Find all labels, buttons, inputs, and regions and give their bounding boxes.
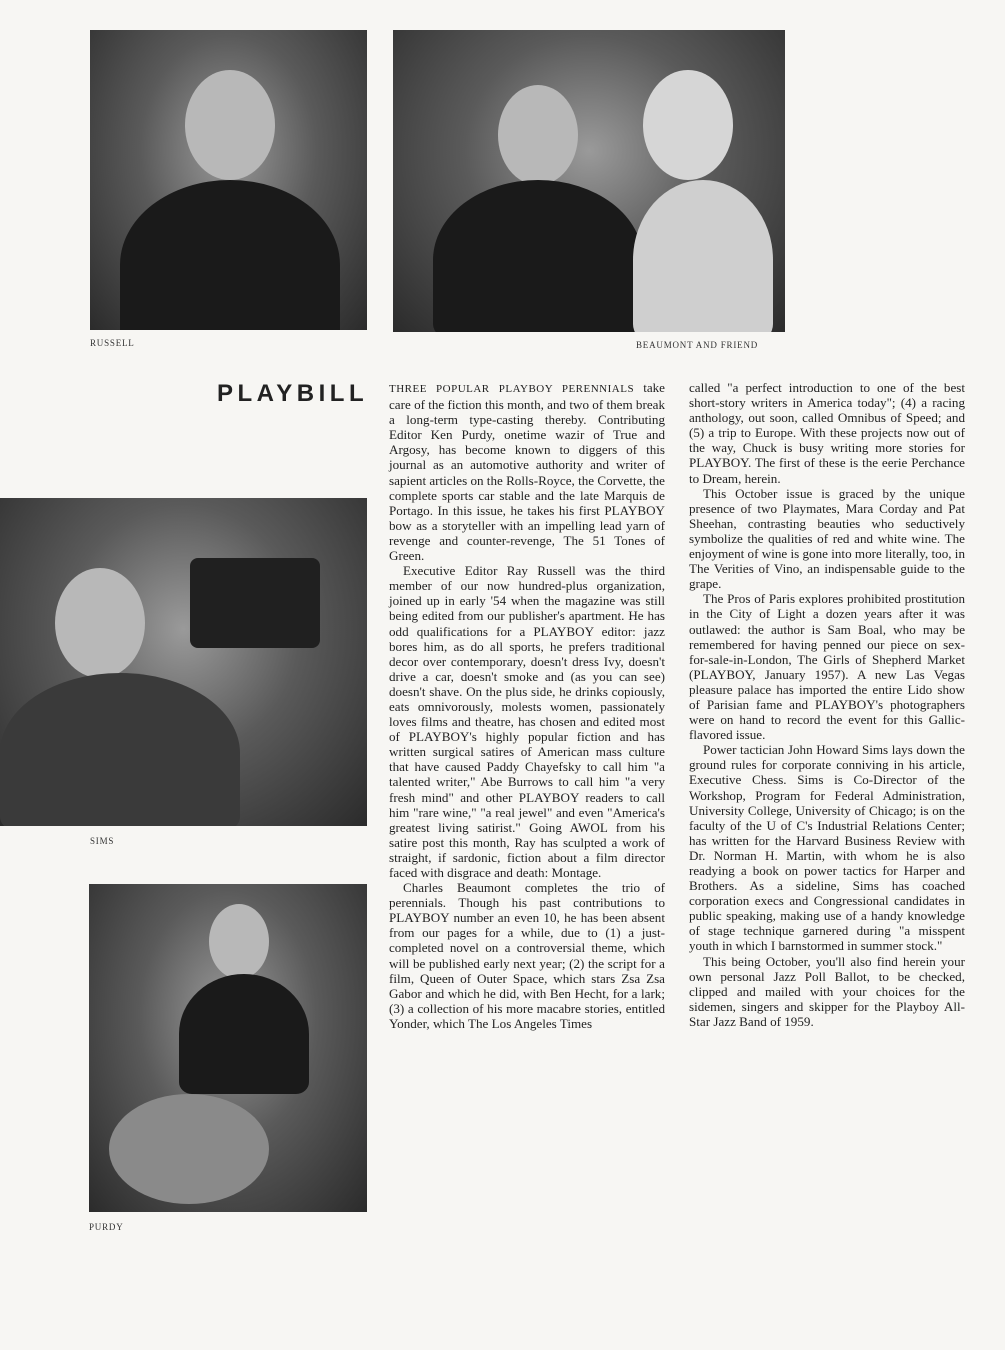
- text-column-1: [389, 380, 665, 1031]
- paragraph: This being October, you'll also find herein your own personal Jazz Poll Ballot, to be checked, clipped and mailed with your choices for the sidemen, singers and skipper for the Playboy All-Star Jazz Band of 1959.: [689, 953, 965, 1029]
- paragraph: [389, 380, 665, 563]
- paragraph: Charles Beaumont completes the trio of perennials. Though his past contributions to PLAYBOY number an even 10, he has been absent from our pages for a while, due to (1) a just-completed novel on a controversial theme, which will be published early next year; (2) the script for a film, Queen of Outer Space, which stars Zsa Zsa Gabor and which he did, with Ben Hecht, for a lark; (3) a collection of his more macabre stories, entitled Yonder, which The Los Angeles Times: [389, 880, 665, 1031]
- paragraph: called "a perfect introduction to one of the best short-story writers in America today"; (4) a racing anthology, out soon, called Omnibus of Speed; and (5) a trip to Europe. With these projects now out of the way, Chuck is busy writing more stories for PLAYBOY. The first of these is the eerie Perchance to Dream, herein.: [689, 380, 965, 486]
- paragraph: Executive Editor Ray Russell was the third member of our now hundred-plus organization, joined up in early '54 when the magazine was still being edited from our publisher's apartment. He has odd qualifications for a PLAYBOY editor: jazz bores him, as do all sports, he prefers traditional decor over contemporary, doesn't dress Ivy, doesn't drive a car, doesn't smoke and (as you can see) doesn't shave. On the plus side, he drinks copiously, eats omnivorously, molests women, passionately loves films and theatre, has chosen and edited most of PLAYBOY's highly popular fiction and has written surgical satires of American mass culture that have caused Paddy Chayefsky to call him "a talented writer," Abe Burrows to call him "a very fresh mind" and other PLAYBOY readers to call him "rare wine," "a real jewel" and even "America's greatest living satirist." Going AWOL from his satire post this month, Ray has sculpted a work of straight, if sardonic, fiction about a film director faced with disgrace and death: Montage.: [389, 563, 665, 880]
- lead-in: THREE POPULAR PLAYBOY PERENNIALS: [389, 383, 635, 395]
- photo-purdy: [89, 884, 367, 1212]
- caption-sims: SIMS: [90, 836, 115, 846]
- caption-beaumont: BEAUMONT AND FRIEND: [636, 340, 759, 350]
- paragraph: Power tactician John Howard Sims lays down the ground rules for corporate conniving in his article, Executive Chess. Sims is Co-Director of the Workshop, Program for Federal Administration, University College, University of Chicago; is on the faculty of the U of C's Industrial Relations Center; has written for the Harvard Business Review with Dr. Norman H. Martin, with whom he is also readying a book on power tactics for Harper and Brothers. As a sideline, Sims has coached corporation execs and Congressional candidates in public speaking, making use of a handy knowledge of stage technique garnered during "a misspent youth in which I barnstormed in summer stock.": [689, 742, 965, 954]
- paragraph: This October issue is graced by the unique presence of two Playmates, Mara Corday and Pat Sheehan, contrasting beauties who seductively symbolize the qualities of red and white wine. The enjoyment of wine is gone into more literally, too, in The Verities of Vino, an indispensable guide to the grape.: [689, 485, 965, 592]
- caption-russell: RUSSELL: [90, 338, 135, 348]
- photo-russell: [90, 30, 367, 330]
- paragraph: The Pros of Paris explores prohibited prostitution in the City of Light a dozen years after it was outlawed: the author is Sam Boal, who may be remembered for having penned our piece on sex-for-sale-in-London, The Girls of Shepherd Market (PLAYBOY, January 1957). A new Las Vegas pleasure palace has imported the entire Lido show of Parisian fame and PLAYBOY's photographers were on hand to record the event for this Gallic-flavored issue.: [689, 591, 965, 743]
- photo-sims: [0, 498, 367, 826]
- page-heading: PLAYBILL: [217, 380, 369, 407]
- caption-purdy: PURDY: [89, 1222, 124, 1232]
- paragraph-text: take care of the fiction this month, and two of them break a long-term type-casting thereby. Contributing Editor Ken Purdy, onetime wazir of True and Argosy, has become known to diggers of this journal as an automotive authority and writer of sapient articles on the Rolls-Royce, the Corvette, the complete sports car stable and the late Marquis de Portago. In this issue, he takes his first PLAYBOY bow as a storyteller with an impelling lead yarn of revenge and counter-revenge, The 51 Tones of Green.: [389, 380, 665, 564]
- photo-beaumont-and-friend: [393, 30, 785, 332]
- text-column-2: [689, 380, 965, 1029]
